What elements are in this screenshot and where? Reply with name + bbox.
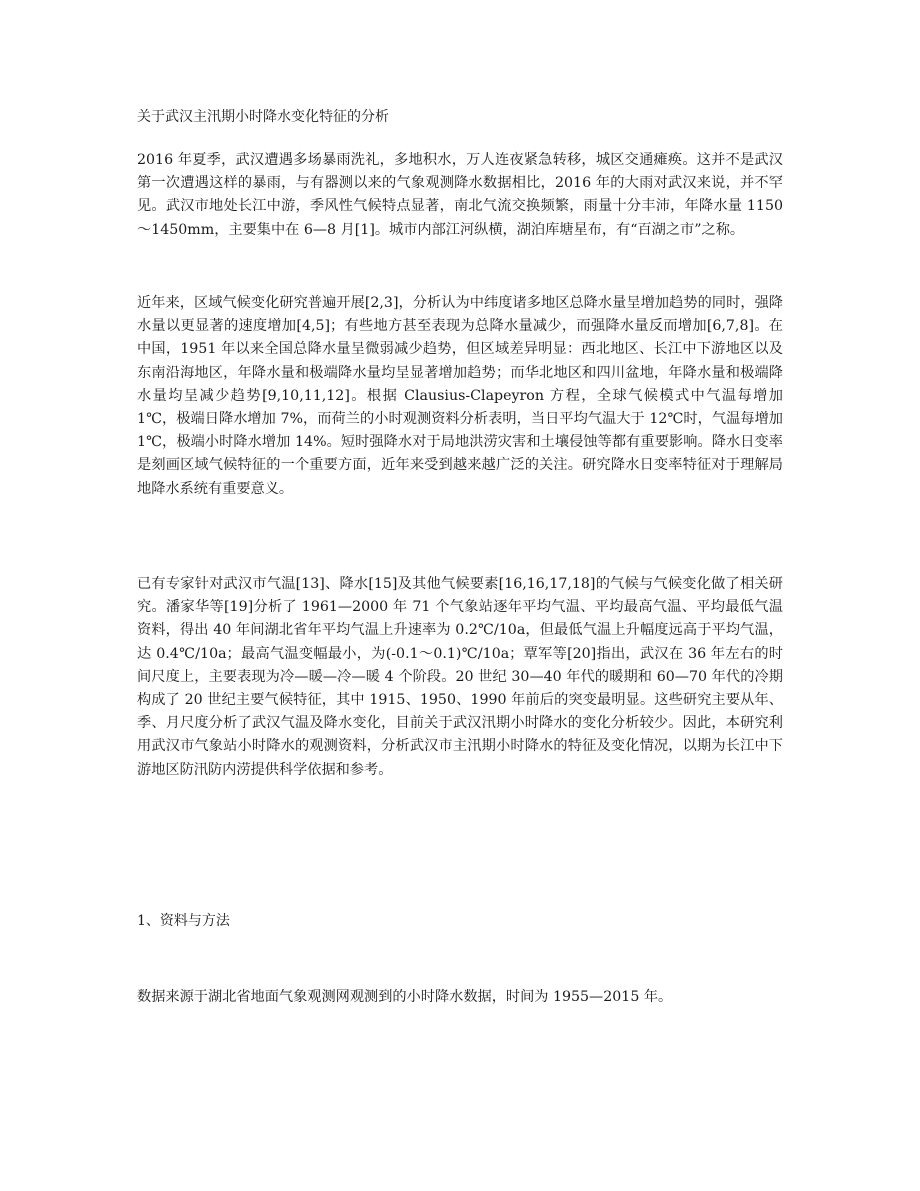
document-title: 关于武汉主汛期小时降水变化特征的分析 [137, 109, 389, 125]
section-heading: 1、资料与方法 [137, 913, 230, 929]
paragraph-intro: 2016 年夏季，武汉遭遇多场暴雨洗礼，多地积水，万人连夜紧急转移，城区交通瘫痪。这并不是武汉第一次遭遇这样的暴雨，与有器测以来的气象观测降水数据相比，2016 年的大雨对武汉来说，并不罕见。武汉市地处长江中游，季风性气候特点显著，南北气流交换频繁，雨量十分丰沛，年降水量 1150～1450mm，主要集中在 6—8 月[1]。城市内部江河纵横，湖泊库塘星布，有“百湖之市”之称。 [137, 152, 783, 238]
paragraph-background: 近年来，区域气候变化研究普遍开展[2,3]，分析认为中纬度诸多地区总降水量呈增加趋势的同时，强降水量以更显著的速度增加[4,5]；有些地方甚至表现为总降水量减少，而强降水量反而增加[6,7,8]。在中国，1951 年以来全国总降水量呈微弱减少趋势，但区域差异明显：西北地区、长江中下游地区以及东南沿海地区，年降水量和极端降水量均呈显著增加趋势；而华北地区和四川盆地，年降水量和极端降水量均呈减少趋势[9,10,11,12]。根据 Clausius-Clapeyron 方程，全球气候模式中气温每增加 1℃，极端日降水增加 7%，而荷兰的小时观测资料分析表明，当日平均气温大于 12℃时，气温每增加 1℃，极端小时降水增加 14%。短时强降水对于局地洪涝灾害和土壤侵蚀等都有重要影响。降水日变率是刻画区域气候特征的一个重要方面，近年来受到越来越广泛的关注。研究降水日变率特征对于理解局地降水系统有重要意义。 [137, 295, 783, 497]
paragraph-prior-research: 已有专家针对武汉市气温[13]、降水[15]及其他气候要素[16,16,17,18]的气候与气候变化做了相关研究。潘家华等[19]分析了 1961—2000 年 71 个气象站逐年平均气温、平均最高气温、平均最低气温资料，得出 40 年间湖北省年平均气温上升速率为 0.2℃/10a，但最低气温上升幅度远高于平均气温，达 0.4℃/10a；最高气温变幅最小，为(-0.1～0.1)℃/10a；覃军等[20]指出，武汉在 36 年左右的时间尺度上，主要表现为冷—暖—冷—暖 4 个阶段。20 世纪 30—40 年代的暖期和 60—70 年代的冷期构成了 20 世纪主要气候特征，其中 1915、1950、1990 年前后的突变最明显。这些研究主要从年、季、月尺度分析了武汉气温及降水变化，目前关于武汉汛期小时降水的变化分析较少。因此，本研究利用武汉市气象站小时降水的观测资料，分析武汉市主汛期小时降水的特征及变化情况，以期为长江中下游地区防汛防内涝提供科学依据和参考。 [137, 576, 783, 778]
paragraph-data-source: 数据来源于湖北省地面气象观测网观测到的小时降水数据，时间为 1955—2015 年。 [137, 989, 673, 1005]
